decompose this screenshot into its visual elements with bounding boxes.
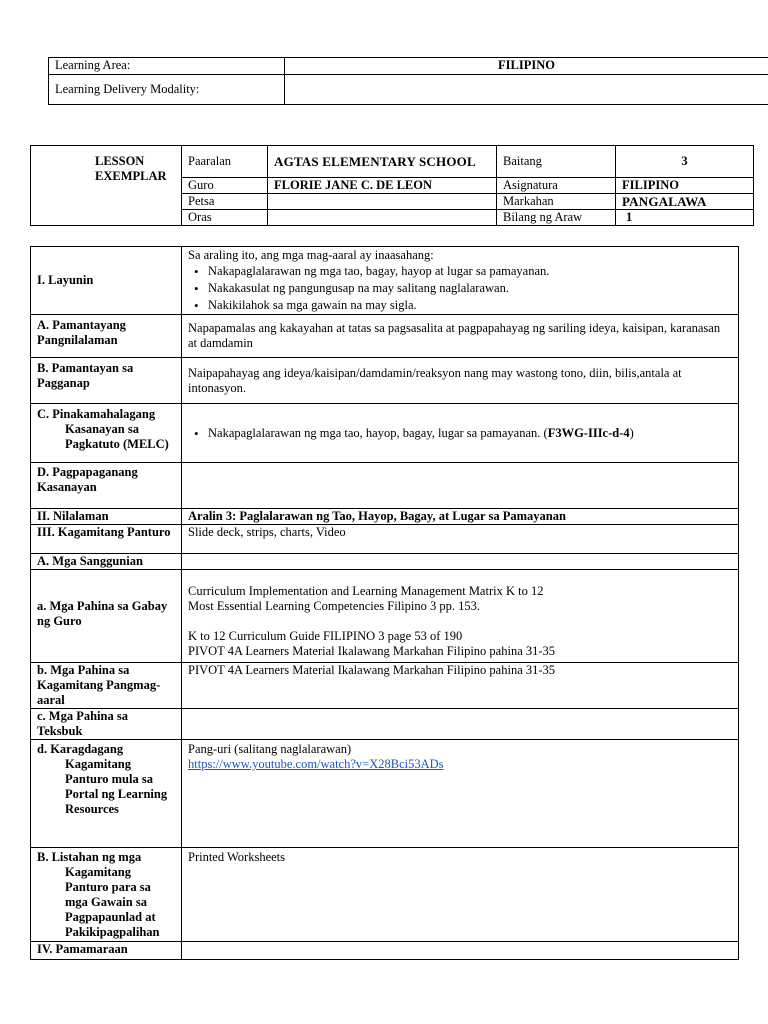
pamantayang-pangnilalaman-label: A. Pamantayang Pangnilalaman <box>31 315 182 358</box>
guro-label: Guro <box>182 178 268 194</box>
markahan-value: PANGALAWA <box>616 194 754 210</box>
listahan-label-line-1: B. Listahan ng mga <box>37 850 142 864</box>
melc-label <box>31 404 182 463</box>
melc-value <box>182 404 739 463</box>
list-item: • Nakikilahok sa mga gawain na may sigla. <box>208 297 732 314</box>
table-row <box>31 709 739 740</box>
asignatura-value: FILIPINO <box>616 178 754 194</box>
oras-label: Oras <box>182 210 268 226</box>
listahan-value: Printed Worksheets <box>182 848 739 942</box>
modality-label: Learning Delivery Modality: <box>49 75 285 105</box>
teksbuk-label: c. Mga Pahina sa Teksbuk <box>31 709 182 740</box>
table-row <box>31 509 739 525</box>
listahan-label-line-2: Kagamitang Panturo para sa mga Gawain sa Pagpapaunlad at Pakikipagpalihan <box>65 865 160 939</box>
learning-area-table <box>48 57 768 105</box>
melc-close: ) <box>629 425 634 440</box>
karagdagang-label-line-1: d. Karagdagang <box>37 742 124 756</box>
kagamitang-value: Slide deck, strips, charts, Video <box>182 525 739 554</box>
melc-label-line-2: Kasanayan sa Pagkatuto (MELC) <box>65 422 169 451</box>
table-row <box>31 663 739 709</box>
lesson-plan-table <box>30 246 739 960</box>
list-item: • Nakapaglalarawan ng mga tao, bagay, hayop at lugar sa pamayanan. <box>208 263 732 280</box>
gabay-line: PIVOT 4A Learners Material Ikalawang Markahan Filipino pahina 31-35 <box>188 644 556 658</box>
karagdagang-value: Pang-uri (salitang naglalarawan) <box>188 742 352 756</box>
listahan-label <box>31 848 182 942</box>
pangmag-aaral-label: b. Mga Pahina sa Kagamitang Pangmag-aaral <box>31 663 182 709</box>
learning-area-value: FILIPINO <box>285 58 768 75</box>
gabay-line: K to 12 Curriculum Guide FILIPINO 3 page 53 of 190 <box>188 629 463 643</box>
karagdagang-label <box>31 740 182 848</box>
bilang-label: Bilang ng Araw <box>497 210 616 226</box>
table-row <box>31 942 739 960</box>
table-row <box>31 554 739 570</box>
markahan-label: Markahan <box>497 194 616 210</box>
layunin-list <box>188 263 732 314</box>
pamantayan-pagganap-label: B. Pamantayan sa Pagganap <box>31 358 182 404</box>
bilang-value: 1 <box>616 210 754 226</box>
table-row <box>31 525 739 554</box>
pangmag-aaral-value: PIVOT 4A Learners Material Ikalawang Markahan Filipino pahina 31-35 <box>182 663 739 709</box>
melc-code: F3WG-IIIc-d-4 <box>547 425 630 440</box>
petsa-label: Petsa <box>182 194 268 210</box>
paaralan-value: AGTAS ELEMENTARY SCHOOL <box>268 146 497 178</box>
sanggunian-label: A. Mga Sanggunian <box>31 554 182 570</box>
pagpapaganang-value <box>182 463 739 509</box>
learning-area-label: Learning Area: <box>49 58 285 75</box>
asignatura-label: Asignatura <box>497 178 616 194</box>
list-item <box>208 426 732 441</box>
gabay-line: Most Essential Learning Competencies Filipino 3 pp. 153. <box>188 599 480 613</box>
table-row <box>31 848 739 942</box>
modality-value <box>285 75 768 105</box>
list-item: • Nakakasulat ng pangungusap na may salitang naglalarawan. <box>208 280 732 297</box>
lesson-exemplar-table <box>30 145 754 226</box>
pamamaraan-label: IV. Pamamaraan <box>31 942 182 960</box>
baitang-label: Baitang <box>497 146 616 178</box>
table-row <box>31 570 739 663</box>
layunin-intro: Sa araling ito, ang mga mag-aaral ay inaasahang: <box>188 248 434 262</box>
pamantayan-pagganap-value: Naipapahayag ang ideya/kaisipan/damdamin/reaksyon nang may wastong tono, diin, bilis,antala at intonasyon. <box>182 358 739 404</box>
pamantayang-pangnilalaman-value: Napapamalas ang kakayahan at tatas sa pagsasalita at pagpapahayag ng sariling ideya, kaisipan, karanasan at damdamin <box>182 315 739 358</box>
table-row <box>31 740 739 848</box>
gabay-line: Curriculum Implementation and Learning Management Matrix K to 12 <box>188 584 544 598</box>
table-row <box>31 358 739 404</box>
nilalaman-label: II. Nilalaman <box>31 509 182 525</box>
youtube-link[interactable]: https://www.youtube.com/watch?v=X28Bci53ADs <box>188 757 444 771</box>
oras-value <box>268 210 497 226</box>
lesson-exemplar-title: LESSON EXEMPLAR <box>31 146 182 226</box>
table-row <box>31 463 739 509</box>
petsa-value <box>268 194 497 210</box>
karagdagang-label-line-2: Kagamitang Panturo mula sa Portal ng Learning Resources <box>65 757 168 816</box>
baitang-value: 3 <box>616 146 754 178</box>
melc-text: Nakapaglalarawan ng mga tao, hayop, bagay, lugar sa pamayanan. ( <box>208 425 548 440</box>
paaralan-label: Paaralan <box>182 146 268 178</box>
gabay-value <box>182 570 739 663</box>
gabay-label: a. Mga Pahina sa Gabay ng Guro <box>31 570 182 663</box>
layunin-label: I. Layunin <box>31 247 182 315</box>
table-row <box>31 404 739 463</box>
table-row <box>31 247 739 315</box>
pagpapaganang-label: D. Pagpapaganang Kasanayan <box>31 463 182 509</box>
gabay-line <box>188 614 732 629</box>
table-row <box>31 315 739 358</box>
nilalaman-value: Aralin 3: Paglalarawan ng Tao, Hayop, Bagay, at Lugar sa Pamayanan <box>182 509 739 525</box>
teksbuk-value <box>182 709 739 740</box>
guro-value: FLORIE JANE C. DE LEON <box>268 178 497 194</box>
kagamitang-label: III. Kagamitang Panturo <box>31 525 182 554</box>
pamamaraan-value <box>182 942 739 960</box>
melc-label-line-1: C. Pinakamahalagang <box>37 407 156 421</box>
